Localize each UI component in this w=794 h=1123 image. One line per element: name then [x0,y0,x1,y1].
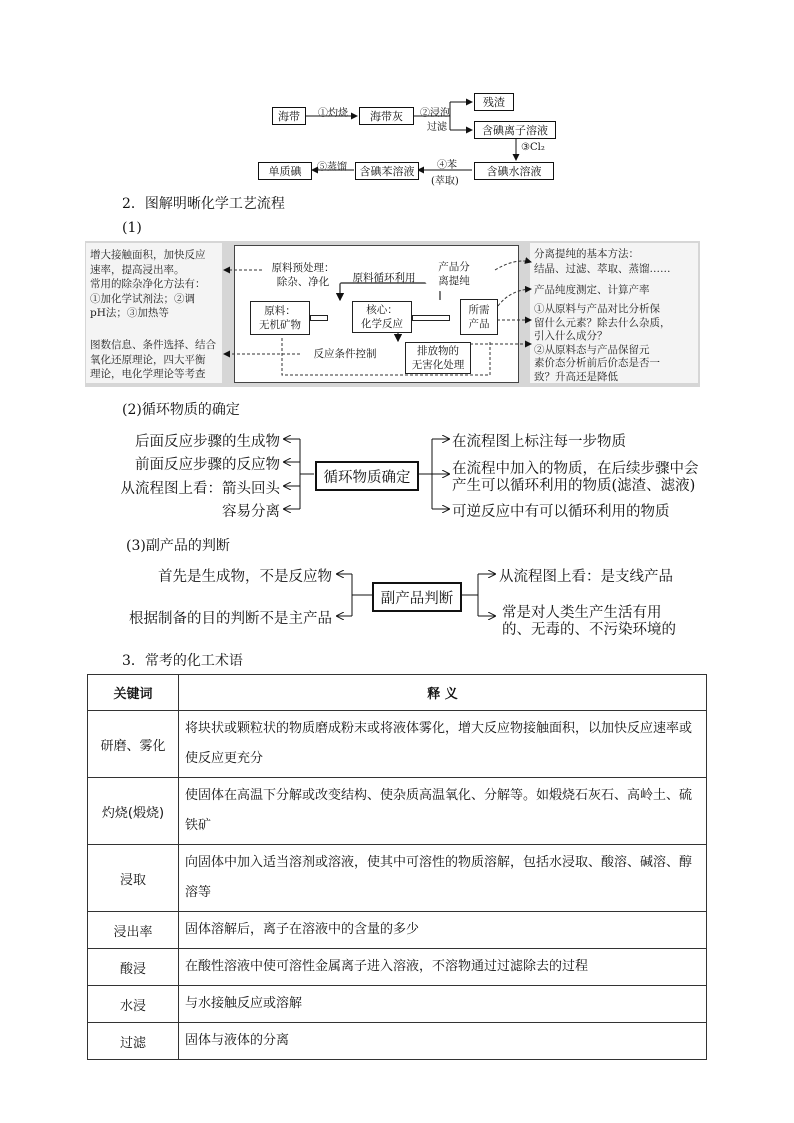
note-purity: 产品纯度测定、计算产率 [534,284,650,296]
flow1-label-extract: (萃取) [431,176,459,187]
term-cell: 水浸 [88,986,179,1023]
flow1-label-cl2: ③Cl₂ [521,142,545,153]
flow1-node-seaweed: 海带 [272,107,306,125]
byproduct-right-2b: 的、无毒的、不污染环境的 [502,622,676,638]
term-cell: 灼烧(煅烧) [88,778,179,845]
cycle-left-4: 容易分离 [222,504,280,520]
term-cell: 浸取 [88,845,179,912]
byproduct-right-1: 从流程图上看：是支线产品 [499,569,673,585]
cycle-left-1: 后面反应步骤的生成物 [135,434,280,450]
flow1-label-distill: ⑤蒸馏 [317,162,347,173]
table-row [88,912,707,949]
table-header-row [88,675,707,711]
definition-cell: 固体与液体的分离 [179,1023,707,1060]
note-separation-methods: 分离提纯的基本方法： 结晶、过滤、萃取、蒸馏…… [534,248,671,275]
definition-cell: 使固体在高温下分解或改变结构、使杂质高温氧化、分解等。如煅烧石灰石、高岭土、硫铁矿 [179,778,707,845]
flow1-node-iodine: 单质碘 [258,162,312,180]
flow1-node-iodine-benzene: 含碘苯溶液 [355,162,419,180]
term-cell: 过滤 [88,1023,179,1060]
box-product: 所需 产品 [460,299,498,335]
byproduct-left-2: 根据制备的目的判断不是主产品 [129,611,332,627]
definition-cell: 将块状或颗粒状的物质磨成粉末或将液体雾化，增大反应物接触面积，以加快反应速率或使反应更充分 [179,711,707,778]
terms-table [87,674,707,1060]
note-pretreatment: 增大接触面积，加快反应 速率，提高浸出率。 常用的除杂净化方法有： ①加化学试剂法；②调 pH法；③加热等 [90,249,206,319]
definition-cell: 在酸性溶液中使可溶性金属离子进入溶液，不溶物通过过滤除去的过程 [179,949,707,986]
cycle-center-box: 循环物质确定 [315,461,419,491]
section-heading-3: 3．常考的化工术语 [122,653,243,669]
flow1-label-soak: ②浸泡 [420,108,450,119]
label-raw-recycle: 原料循环利用 [352,272,416,284]
flow1-label-benzene: ④苯 [437,160,457,171]
definition-cell: 与水接触反应或溶解 [179,986,707,1023]
cycle-right-1: 在流程图上标注每一步物质 [452,434,626,450]
byproduct-center-box: 副产品判断 [372,582,462,612]
table-header-definition: 释 义 [179,675,707,711]
flow1-node-residue: 残渣 [474,93,514,111]
table-row [88,949,707,986]
term-cell: 酸浸 [88,949,179,986]
table-row [88,711,707,778]
bubble-separation: 产品分 离提纯 [422,255,486,293]
bubble-pretreatment: 原料预处理： 除杂、净化 [262,256,344,294]
box-raw-material: 原料： 无机矿物 [250,301,310,335]
cycle-left-2: 前面反应步骤的反应物 [135,457,280,473]
table-row [88,986,707,1023]
flow1-label-burn: ①灼烧 [318,108,348,119]
bubble-condition-control: 反应条件控制 [300,342,390,366]
cycle-right-3: 可逆反应中有可以循环利用的物质 [452,504,670,520]
box-waste-treatment: 排放物的 无害化处理 [405,342,471,374]
flow1-label-filter: 过滤 [427,122,447,133]
note-conditions: 图数信息、条件选择、结合 氧化还原理论，四大平衡 理论，电化学理论等考查 [90,339,216,380]
byproduct-left-1: 首先是生成物，不是反应物 [158,569,332,585]
cycle-right-2a: 在流程中加入的物质，在后续步骤中会 [452,461,699,477]
table-row [88,778,707,845]
term-cell: 浸出率 [88,912,179,949]
term-cell: 研磨、雾化 [88,711,179,778]
definition-cell: 固体溶解后，离子在溶液中的含量的多少 [179,912,707,949]
box-core-reaction: 核心： 化学反应 [352,301,412,333]
table-row [88,1023,707,1060]
note-element-analysis: ①从原料与产品对比分析保 留什么元素？除去什么杂质， 引入什么成分？ ②从原料态与产品保留元 素价态分析前后价态是否一 致？升高还是降低 [534,303,671,383]
table-header-term: 关键词 [88,675,179,711]
section-heading-2-1: (1) [122,220,142,236]
cycle-left-3: 从流程图上看：箭头回头 [120,481,280,497]
section-heading-2: 2．图解明晰化学工艺流程 [122,196,285,212]
section-heading-2-2: (2)循环物质的确定 [122,402,240,418]
definition-cell: 向固体中加入适当溶剂或溶液，使其中可溶性的物质溶解，包括水浸取、酸溶、碱溶、醇溶等 [179,845,707,912]
flow1-node-ash: 海带灰 [359,107,414,125]
flow1-node-iodine-water: 含碘水溶液 [474,162,554,180]
flow1-node-iodide-solution: 含碘离子溶液 [474,121,556,139]
cycle-right-2b: 产生可以循环利用的物质(滤渣、滤液) [452,478,696,494]
section-heading-2-3: (3)副产品的判断 [126,538,230,554]
byproduct-right-2a: 常是对人类生产生活有用 [502,605,662,621]
table-row [88,845,707,912]
